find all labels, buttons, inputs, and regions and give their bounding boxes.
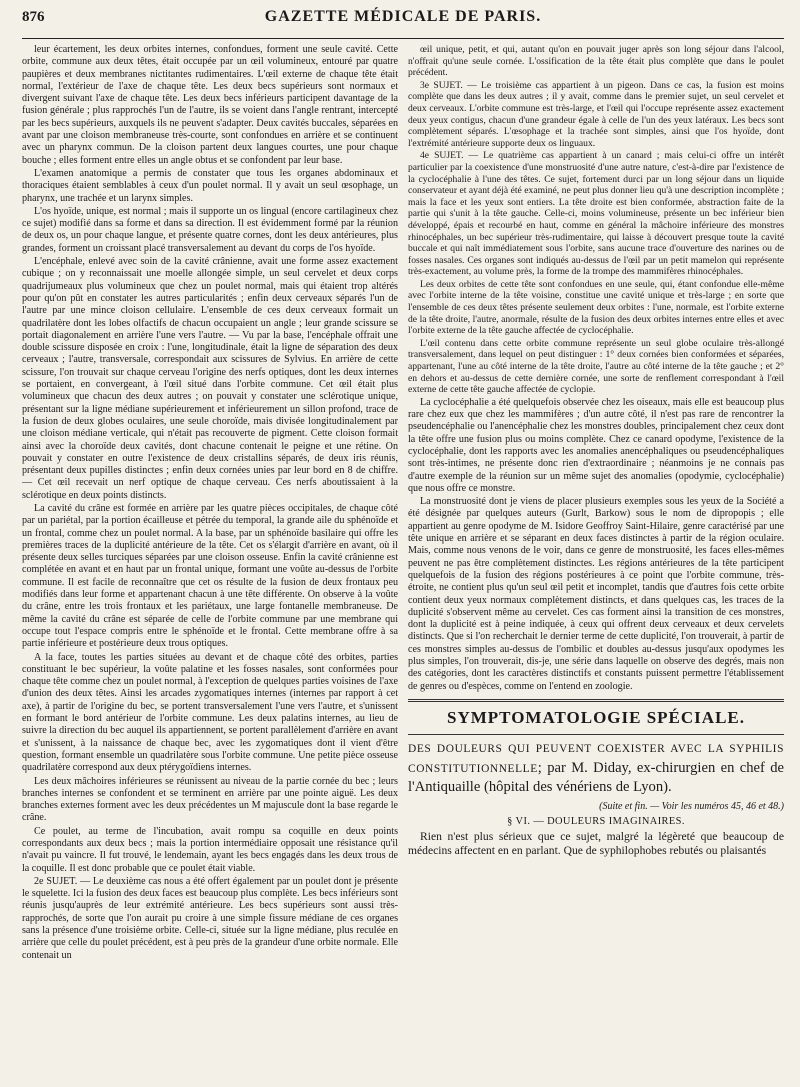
paragraph: L'os hyoïde, unique, est normal ; mais il supporte un os lingual (encore cartilagineux chez ce sujet) modifié dans sa forme et dans sa direction. Il est évidemment formé par la réunion de deux os, un pour chaque langue, et présente quatre cornes, dont les deux antérieures, plus grandes, forment un croissant placé transversalement au devant du corps de l'os hyoïde.: [22, 205, 398, 254]
page-header: [22, 8, 784, 39]
text-columns: [22, 44, 784, 1084]
section-title: SYMPTOMATOLOGIE SPÉCIALE.: [447, 707, 745, 727]
journal-title: GAZETTE MÉDICALE DE PARIS.: [264, 8, 542, 25]
paragraph: œil unique, petit, et qui, autant qu'on en pouvait juger après son long séjour dans l'alcool, n'offrait qu'une seule cornée. L'ossification de la tête était plus complète que dans le poulet précédent.: [408, 44, 784, 79]
paragraph: 4e SUJET. — Le quatrième cas appartient à un canard ; mais celui-ci offre un intérêt particulier par la coexistence d'une monstruosité d'une autre nature, c'est-à-dire par l'existence de la cyclocéphalie à l'une des têtes. Ce sujet, fortement durci par un long séjour dans un liquide conservateur et ayant déjà été examiné, ne peut plus donner lieu qu'à une description incomplète ; mais la face et les yeux sont entiers. La tête droite est bien conformée, abstraction faite de la partie qui s'unit à la tête gauche. Celle-ci, moins volumineuse, présente un bec inférieur bien développé, épais et recourbé en haut, comme en général la mâchoire inférieure des monstres rhinocéphales, un bec supérieur très-rudimentaire, qui laisse à découvert presque toute la cavité buccale et qui naît immédiatement sous l'orbite, sans aucune trace d'ouverture des narines ou de fosses nasales. Ces organes sont indiqués au-dessus de l'œil par un petit mamelon qui représente très-exactement, au volume près, la forme de la trompe des mammifères rhinocéphales.: [408, 150, 784, 278]
paragraph: L'encéphale, enlevé avec soin de la cavité crânienne, avait une forme assez exactement cubique ; on y reconnaissait une moelle allongée simple, un seul cervelet et deux corps quadrijumeaux plus volumineux que chez un poulet normal, mais qui étaient trop altérés pour qu'on pût en constater les autres particularités ; enfin deux cerveaux séparés l'un de l'autre par une mince cloison cellulaire. L'ensemble de ces deux cerveaux formait un quadrilatère dont les lobes olfactifs de chacun occupaient un angle ; leur grande scissure se portait diagonalement en arrière l'une vers l'autre. — Vu par la base, l'encéphale offrait une double scissure disposée en croix : l'une, longitudinale, était la ligne de séparation des deux cerveaux ; l'autre, transversale, correspondait aux scissures de Sylvius. En arrière de cette scissure, l'on trouvait sur chaque cerveau l'origine des nerfs optiques, dont les deux internes se portaient, en convergeant, à l'œil situé dans l'orbite commune. Cet œil était plus volumineux que chacun des deux autres ; on pouvait y constater une sclérotique unique, présentant sur la ligne médiane supérieurement et inférieurement un sillon profond, trace de la fusion de deux globes oculaires, une seule choroïde, mais divisée longitudinalement par une cloison médiane verticale, qui n'était pas recouverte de pigment. Cette cloison formait ainsi avec la choroïde deux cavités, dont chacune contenait le peigne et une rétine. On pouvait y constater en outre l'existence de deux cristallins séparés, de deux iris réunis, présentant deux pupilles distinctes ; enfin deux cornées unies par leur bord en 8 de chiffre. — Cet œil recevait un nerf optique de chaque cerveau. Ces nerfs aboutissaient à la sclérotique en deux points distincts.: [22, 256, 398, 501]
paragraph: La monstruosité dont je viens de placer plusieurs exemples sous les yeux de la Société a été désignée par quelques auteurs (Gurlt, Barkow) sous le nom de dipropopis ; elle appartient au genre opodyme de M. Isidore Geoffroy Saint-Hilaire, genre caractérisé par une tête unique en arrière et se séparant en deux faces distinctes à partir de la région oculaire. Mais, comme nous venons de le voir, dans ce genre de monstruosité, les faces elles-mêmes peuvent ne pas être complètement distinctes. Les régions antérieures de la tête participent quelquefois de la fusion des régions postérieures à ce point que l'orbite commune, très-étroite, ne contient plus qu'un seul œil petit et incomplet, tandis que d'autres fois cette orbite contient deux yeux normaux complètement distincts, et dans quelques cas, les traces de la duplicité s'observent même au cervelet. Ces cas forment ainsi la transition de ces monstres, dont la duplicité est à peine indiquée, à ceux qui offrent deux cerveaux et deux cervelets distincts. Que si l'on recherchait le dernier terme de cette duplicité, l'on trouverait, à partir de ces monstres simples au-dessus de l'ombilic et doubles au-dessus jusqu'aux opodymes les plus simples, l'on trouverait, dis-je, une série dans laquelle on observe des degrés, mais non des catégories, dont les caractères distinctifs et constants puissent permettre l'établissement de genres ou d'espèces, comme on l'entend en zoologie.: [408, 496, 784, 692]
continuation-note: (Suite et fin. — Voir les numéros 45, 46 et 48.): [599, 800, 784, 812]
paragraph: 3e SUJET. — Le troisième cas appartient à un pigeon. Dans ce cas, la fusion est moins complète que dans les deux autres ; il y avait, comme dans le premier sujet, un seul cervelet et deux cerveaux. L'orbite commune est très-large, et l'œil qui l'occupe représente assez exactement deux yeux contigus, chacun d'une grandeur égale à celle de l'un des yeux latéraux. Les becs sont complètement séparés. L'œsophage et la trachée sont simples, ainsi que l'os hyoïde, dont l'extrémité antérieure supporte deux os linguaux.: [408, 79, 784, 149]
paragraph: La cavité du crâne est formée en arrière par les quatre pièces occipitales, de chaque côté par un pariétal, par la portion écailleuse et pétrée du temporal, la grande aile du sphénoïde et un frontal, comme chez un poulet normal. A la base, par un sphénoïde basilaire qui offre les premières traces de la duplicité antérieure de la tête. Cet os s'élargit d'arrière en avant, où il présente deux selles turciques séparées par une cloison osseuse. Enfin la cavité crânienne est complétée en avant et en haut par un frontal unique, formant une voûte au-dessus de l'orbite commune. Il est facile de reconnaître que cet os résulte de la fusion de deux frontaux peu modifiés dans leur forme et appartenant chacun à une tête différente. On observe à la voûte du crâne, entre les trois frontaux et les pariétaux, une large fontanelle membraneuse. De même la cavité du crâne est séparée de celle de l'orbite commune par une membrane qui occupe tout l'espace compris entre le sphénoïde et le frontal. Cette membrane offre à sa partie inférieure et postérieure deux trous optiques.: [22, 502, 398, 650]
article-title-author: ; par M. Diday, ex-chirurgien en chef de l'Antiquaille (hôpital des vénériens de Lyon).: [408, 759, 784, 796]
paragraph: Rien n'est plus sérieux que ce sujet, malgré la légèreté que beaucoup de médecins affectent en en parlant. Que de syphilophobes rebutés ou plaisantés: [408, 829, 784, 858]
paragraph: Les deux mâchoires inférieures se réunissent au niveau de la partie cornée du bec ; leurs branches internes se confondent et se terminent en arrière par une pointe aiguë. Les deux branches externes forment avec les deux précédentes un M majuscule dont la base regarde le crâne.: [22, 775, 398, 824]
paragraph: leur écartement, les deux orbites internes, confondues, forment une seule cavité. Cette orbite, commune aux deux têtes, était occupée par un œil volumineux, entouré par quatre paupières et deux membranes nictitantes rudimentaires. L'œil externe de chaque tête était normal, l'extérieur de l'axe de chaque tête. Les deux becs supérieurs sont normaux et divergent suivant l'axe de chaque tête. Les deux becs inférieurs participent davantage de la fusion générale ; plus rapprochés l'un de l'autre, ils se voient dans l'angle rentrant, intercepté par les becs supérieurs, auxquels ils ne peuvent s'adapter. Deux cavités buccales, séparées en avant par une cloison membraneuse très-courte, sont confondues en arrière et se continuent avec un pharynx commun. De la cloison partent deux langues courtes, une pour chaque bouche ; elles forment entre elles un angle obtus et se confondent par leur base.: [22, 44, 398, 166]
paragraph: Les deux orbites de cette tête sont confondues en une seule, qui, étant confondue elle-même avec l'orbite interne de la tête voisine, constitue une cavité unique et très-large ; en sorte que l'ensemble de ces deux têtes présente seulement deux orbites : l'une, normale, est l'orbite externe de la tête droite, l'autre, anormale, résulte de la fusion des deux orbites internes entre elles et avec l'orbite externe de la tête gauche affectée de cyclocéphalie.: [408, 278, 784, 337]
left-column: [22, 44, 398, 1084]
paragraph: La cyclocéphalie a été quelquefois observée chez les oiseaux, mais elle est beaucoup plus rare chez eux que chez les mammifères ; d'un autre côté, il n'est pas rare de rencontrer la pseudencéphalie ou l'anencéphalie chez les monstres doubles, principalement chez ceux dont la tête offre une fusion plus ou moins complète. Chez ce canard opodyme, l'existence de la cyclocéphalie, dont les rapports avec les anomalies anencéphaliques ou pseudencéphaliques sont très-intimes, ne présente donc rien d'extraordinaire ; néanmoins je ne connais pas d'autre exemple de la réunion sur un même sujet des anomalies (opodymie, cyclocéphalie) que nous offre ce monstre.: [408, 396, 784, 494]
section-divider: [408, 699, 784, 702]
right-column-mid: [408, 397, 784, 693]
paragraph: Ce poulet, au terme de l'incubation, avait rompu sa coquille en deux points correspondants aux deux becs ; mais la portion intermédiaire opposait une résistance qu'il n'avait pu vaincre. Il fut trouvé, le lendemain, ayant les becs engagés dans les deux trous de la coquille. Il est donc probable que ce poulet était viable.: [22, 825, 398, 874]
section-rule: [408, 734, 784, 735]
paragraph: L'examen anatomique a permis de constater que tous les organes abdominaux et thoraciques étaient semblables à ceux d'un poulet normal. Il y avait un seul œsophage, un pharynx, une trachée et un larynx simples.: [22, 167, 398, 204]
paragraph: 2e SUJET. — Le deuxième cas nous a été offert également par un poulet dont je présente le squelette. Ici la fusion des deux faces est beaucoup plus complète. Les becs inférieurs sont réunis jusqu'auprès de leur extrémité antérieure. Les becs supérieurs sont aussi très-rapprochés, de sorte que l'on aurait pu croire à une simple fissure médiane de ces organes sans la présence d'une troisième orbite. Celle-ci, située sur la ligne médiane, plus reculée en arrière que celle du poulet précédent, est à peu près de la grandeur d'une orbite normale. Elle contenait un: [22, 875, 398, 961]
page-number: 876: [22, 9, 45, 25]
article-title-caps: DES DOULEURS QUI PEUVENT COEXISTER AVEC LA SYPHILIS CONSTITUTIONNELLE: [408, 742, 784, 775]
right-column-top: [408, 44, 784, 396]
right-column: [408, 44, 784, 1084]
right-column-bottom: [408, 830, 784, 859]
paragraph: L'œil contenu dans cette orbite commune représente un seul globe oculaire très-allongé transversalement, dans lequel on peut distinguer : 1° deux cornées bien conformées et séparées, appartenant, l'une au côté interne de la tête droite, l'autre au côté interne de la tête gauche ; et 2° en dehors et au-dessus de cette dernière cornée, une sorte de renflement correspondant à l'œil externe de cette tête gauche affectée de cyclopie.: [408, 337, 784, 396]
article-title: [408, 739, 784, 797]
subheading: § VI. — DOULEURS IMAGINAIRES.: [507, 815, 685, 827]
paragraph: A la face, toutes les parties situées au devant et de chaque côté des orbites, parties constituant le bec supérieur, la voûte palatine et les fosses nasales, sont conformées pour chaque tête comme chez un poulet normal, à l'exception de quelques parties voisines de l'axe d'union des deux têtes. Ainsi les arcades zygomatiques internes (internes par rapport à cet axe), à partir de l'origine du bec, se portent transversalement l'une vers l'autre, et s'unissent en formant le bord antérieur de l'orbite commune. Les deux palatins internes, au lieu de suivre la direction du bec auquel ils appartiennent, se portent parallèlement d'arrière en avant et s'unissent, à la naissance de chaque bec, avec les zygomatiques dont il vient d'être question, formant ensemble un quadrilatère sous l'orbite commune. Une petite pièce osseuse quadrilatère correspond aux deux ptérygoïdiens internes.: [22, 651, 398, 774]
